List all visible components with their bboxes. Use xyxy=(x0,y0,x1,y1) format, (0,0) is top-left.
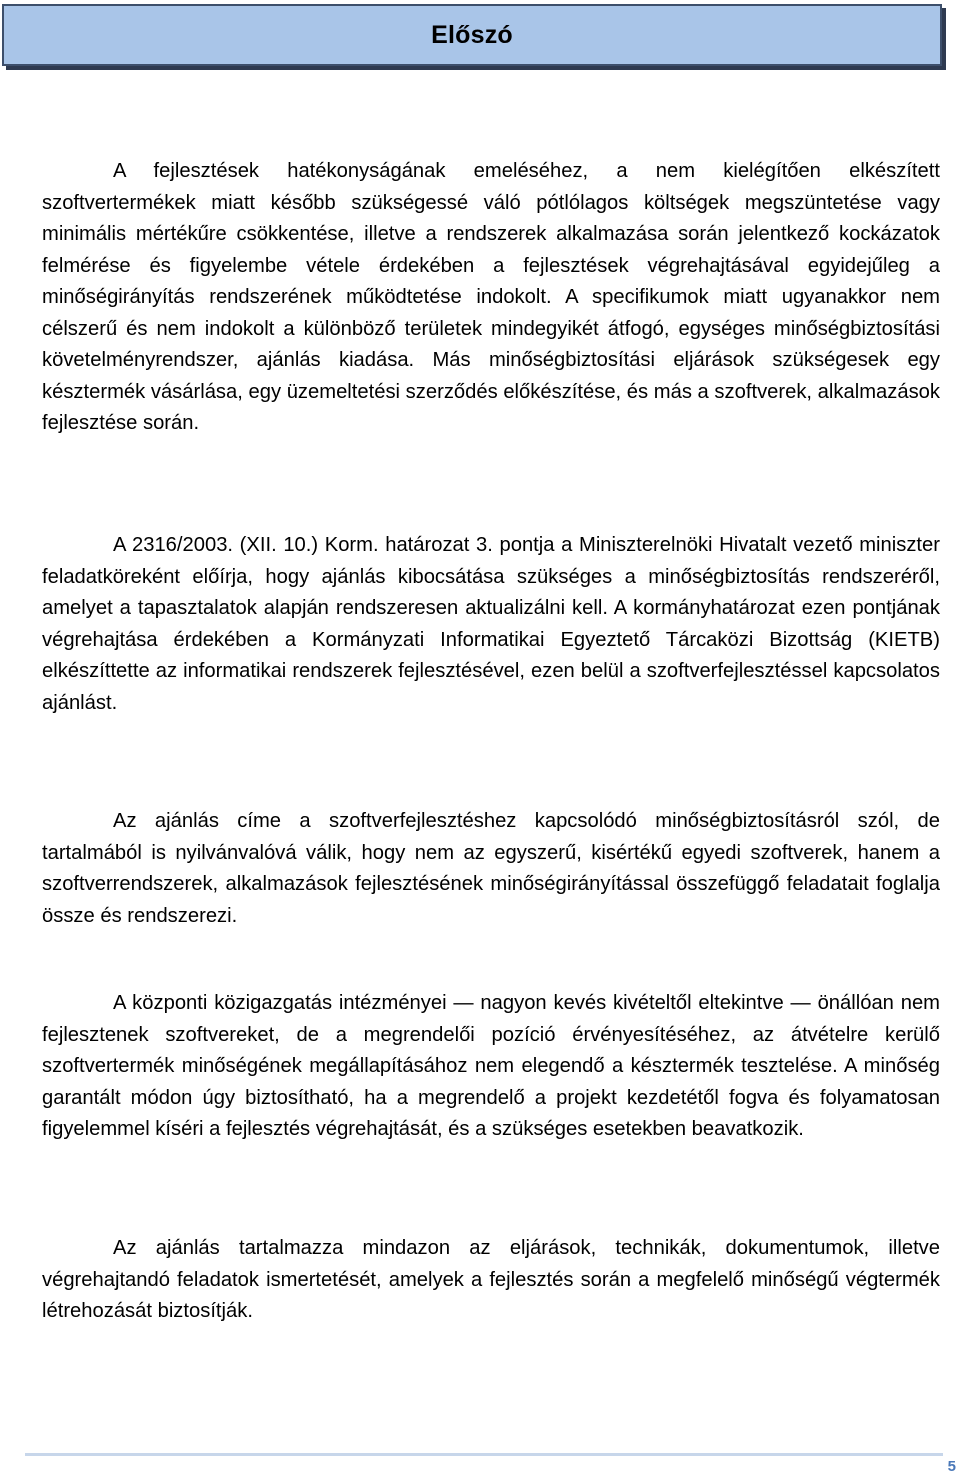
page-number: 5 xyxy=(947,1458,956,1475)
footer-divider xyxy=(25,1453,943,1456)
paragraph-government-decision: A 2316/2003. (XII. 10.) Korm. határozat 3. pontja a Miniszterelnöki Hivatalt vezető miniszter feladatköreként előírja, hogy ajánlás kibocsátása szükséges a minőségbiztosítás rendszeréről, amelyet a tapasztalatok alapján rendszeresen aktualizálni kell. A kormányhatározat ezen pontjának végrehajtása érdekében a Kormányzati Informatikai Egyeztető Tárcaközi Bizottság (KIETB) elkészíttette az informatikai rendszerek fejlesztésével, ezen belül a szoftverfejlesztéssel kapcsolatos ajánlást. xyxy=(42,534,940,714)
page-title: Előszó xyxy=(431,20,513,49)
section-title-box xyxy=(2,4,942,66)
paragraph-recommendation-contents: Az ajánlás tartalmazza mindazon az eljárások, technikák, dokumentumok, illetve végrehajtandó feladatok ismertetését, amelyek a fejlesztés során a megfelelő minőségű végtermék létrehozását biztosítják. xyxy=(42,1237,940,1322)
paragraph-intro: A fejlesztések hatékonyságának emeléséhez, a nem kielégítően elkészített szoftvertermékek miatt később szükségessé váló pótlólagos költségek megszüntetése vagy minimális mértékűre csökkentése, illetve a rendszerek alkalmazása során jelentkező kockázatok felmérése és figyelembe vétele érdekében a fejlesztések végrehajtásával egyidejűleg a minőségirányítás rendszerének működtetése indokolt. A specifikumok miatt ugyanakkor nem célszerű és nem indokolt a különböző területek mindegyikét átfogó, egységes minőségbiztosítási követelményrendszer, ajánlás kiadása. Más minőségbiztosítási eljárások szükségesek egy késztermék vásárlása, egy üzemeltetési szerződés előkészítése, és más a szoftverek, alkalmazások fejlesztése során. xyxy=(42,160,940,434)
paragraph-central-administration: A központi közigazgatás intézményei — nagyon kevés kivételtől eltekintve — önállóan nem fejlesztenek szoftvereket, de a megrendelői pozíció érvényesítéséhez, az átvételre kerülő szoftvertermék minőségének megállapításához nem elegendő a késztermék tesztelése. A minőség garantált módon úgy biztosítható, ha a megrendelő a projekt kezdetétől fogva és folyamatosan figyelemmel kíséri a fejlesztés végrehajtását, és a szükséges esetekben beavatkozik. xyxy=(42,992,940,1140)
paragraph-recommendation-title: Az ajánlás címe a szoftverfejlesztéshez kapcsolódó minőségbiztosításról szól, de tartalmából is nyilvánvalóvá válik, hogy nem az egyszerű, kisértékű egyedi szoftverek, hanem a szoftverrendszerek, alkalmazások fejlesztésének minőségirányítással összefüggő feladatait foglalja össze és rendszerezi. xyxy=(42,810,940,927)
